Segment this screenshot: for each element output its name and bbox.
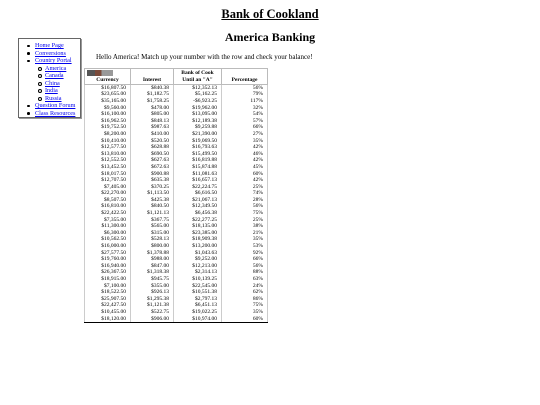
- cell-currency: $16,000.00: [85, 243, 131, 250]
- cell-currency: $16,940.00: [85, 263, 131, 270]
- table-row: [85, 309, 268, 316]
- cell-percentage: 88%: [222, 269, 268, 276]
- nav-item-country-portal: [19, 57, 80, 102]
- cell-interest: $635.38: [131, 177, 174, 184]
- cell-until-a: $10,974.00: [174, 316, 222, 323]
- cell-percentage: 28%: [222, 197, 268, 204]
- cell-until-a: $1,043.63: [174, 250, 222, 257]
- cell-until-a: $13,200.00: [174, 243, 222, 250]
- cell-percentage: 92%: [222, 250, 268, 257]
- cell-currency: $18,522.50: [85, 289, 131, 296]
- table-row: [85, 144, 268, 151]
- cell-interest: $840.50: [131, 203, 174, 210]
- cell-currency: $22,422.50: [85, 210, 131, 217]
- cell-interest: $1,318.38: [131, 269, 174, 276]
- cell-percentage: 27%: [222, 131, 268, 138]
- nav-link-india[interactable]: India: [45, 87, 58, 94]
- balance-table-container: [84, 68, 268, 323]
- cell-interest: $805.00: [131, 111, 174, 118]
- cell-until-a: $23,385.00: [174, 230, 222, 237]
- cell-interest: $900.88: [131, 171, 174, 178]
- cell-interest: $478.00: [131, 105, 174, 112]
- table-row: [85, 289, 268, 296]
- nav-item-conversions: [19, 50, 80, 58]
- cell-currency: $19,752.50: [85, 124, 131, 131]
- header-blank-interest: [131, 69, 174, 78]
- cell-currency: $10,562.50: [85, 236, 131, 243]
- cell-interest: $847.00: [131, 263, 174, 270]
- nav-link-class-resources[interactable]: Class Resources: [35, 109, 76, 117]
- cell-percentage: 25%: [222, 184, 268, 191]
- nav-link-question-forum[interactable]: Question Forum: [35, 102, 76, 109]
- cell-currency: $10,455.00: [85, 309, 131, 316]
- cell-interest: $565.00: [131, 223, 174, 230]
- cell-percentage: 24%: [222, 283, 268, 290]
- cell-percentage: 42%: [222, 144, 268, 151]
- cell-percentage: 53%: [222, 243, 268, 250]
- cell-until-a: $2,314.13: [174, 269, 222, 276]
- page-title: Bank of Cookland: [221, 7, 319, 21]
- cell-percentage: 56%: [222, 84, 268, 91]
- column-header-interest: Interest: [131, 77, 174, 84]
- cell-until-a: $16,657.13: [174, 177, 222, 184]
- cell-percentage: 45%: [222, 164, 268, 171]
- cell-until-a: $12,213.00: [174, 263, 222, 270]
- cell-percentage: 79%: [222, 91, 268, 98]
- cell-interest: $672.63: [131, 164, 174, 171]
- table-row: [85, 91, 268, 98]
- cell-interest: $1,182.75: [131, 91, 174, 98]
- cell-until-a: $15,499.50: [174, 151, 222, 158]
- cell-currency: $10,410.00: [85, 138, 131, 145]
- cell-interest: $410.00: [131, 131, 174, 138]
- cell-percentage: 56%: [222, 263, 268, 270]
- cell-currency: $19,760.00: [85, 256, 131, 263]
- cell-percentage: 21%: [222, 230, 268, 237]
- cell-until-a: $13,095.00: [174, 111, 222, 118]
- cell-currency: $8,200.00: [85, 131, 131, 138]
- cell-currency: $18,017.50: [85, 171, 131, 178]
- cell-percentage: 75%: [222, 210, 268, 217]
- column-header-currency: Currency: [85, 77, 131, 84]
- cell-interest: $628.88: [131, 144, 174, 151]
- cell-currency: $18,915.00: [85, 276, 131, 283]
- cell-percentage: 42%: [222, 177, 268, 184]
- cell-percentage: 117%: [222, 98, 268, 105]
- cell-percentage: 46%: [222, 151, 268, 158]
- cell-percentage: 38%: [222, 223, 268, 230]
- nav-item-home: [19, 42, 80, 50]
- cell-interest: $528.13: [131, 236, 174, 243]
- cell-currency: $22,427.50: [85, 302, 131, 309]
- cell-currency: $9,560.00: [85, 105, 131, 112]
- column-header-percentage: Percentage: [222, 77, 268, 84]
- greeting-text: Hello America! Match up your number with the row and check your balance!: [96, 53, 313, 61]
- cell-until-a: $22,277.25: [174, 217, 222, 224]
- nav-link-russia[interactable]: Russia: [45, 94, 62, 102]
- cell-interest: $520.50: [131, 138, 174, 145]
- nav-item-question-forum: [19, 102, 80, 110]
- cell-interest: $848.13: [131, 118, 174, 125]
- cell-until-a: $12,349.50: [174, 203, 222, 210]
- cell-currency: $23,655.00: [85, 91, 131, 98]
- cell-until-a: -$6,923.25: [174, 98, 222, 105]
- balance-table: [84, 68, 268, 323]
- cell-percentage: 66%: [222, 124, 268, 131]
- nav-subitem-america: [35, 65, 80, 73]
- nav-subitem-canada: [35, 72, 80, 80]
- cell-interest: $367.75: [131, 217, 174, 224]
- table-row: [85, 177, 268, 184]
- cell-currency: $16,810.00: [85, 203, 131, 210]
- cell-percentage: 66%: [222, 256, 268, 263]
- cell-currency: $7,355.00: [85, 217, 131, 224]
- cell-percentage: 54%: [222, 111, 268, 118]
- cell-until-a: $9,259.88: [174, 124, 222, 131]
- cell-interest: $425.38: [131, 197, 174, 204]
- cell-until-a: $22,224.75: [174, 184, 222, 191]
- table-row: [85, 111, 268, 118]
- cell-currency: $11,300.00: [85, 223, 131, 230]
- cell-until-a: $19,022.25: [174, 309, 222, 316]
- cell-currency: $7,405.00: [85, 184, 131, 191]
- table-row: [85, 131, 268, 138]
- cell-interest: $1,295.38: [131, 296, 174, 303]
- cell-currency: $7,100.00: [85, 283, 131, 290]
- nav-link-canada[interactable]: Canada: [45, 72, 64, 79]
- cell-until-a: $18,135.00: [174, 223, 222, 230]
- cell-until-a: $16,793.63: [174, 144, 222, 151]
- cell-until-a: $6,451.13: [174, 302, 222, 309]
- nav-subitem-india: [35, 87, 80, 95]
- nav-link-country-portal[interactable]: Country Portal: [35, 57, 72, 64]
- cell-interest: $926.13: [131, 289, 174, 296]
- cell-until-a: $12,189.38: [174, 118, 222, 125]
- cell-interest: $370.25: [131, 184, 174, 191]
- cell-currency: $12,577.50: [85, 144, 131, 151]
- header-bank-of-cook: Bank of Cook: [174, 69, 222, 78]
- table-row: [85, 256, 268, 263]
- cell-interest: $627.63: [131, 157, 174, 164]
- cell-percentage: 35%: [222, 309, 268, 316]
- table-header-row-top: [85, 69, 268, 78]
- header-blank-percentage: [222, 69, 268, 78]
- cell-until-a: $19,962.00: [174, 105, 222, 112]
- table-row: [85, 276, 268, 283]
- cell-until-a: $19,069.50: [174, 138, 222, 145]
- cell-until-a: $12,352.13: [174, 84, 222, 91]
- cell-interest: $1,113.50: [131, 190, 174, 197]
- cell-percentage: 35%: [222, 138, 268, 145]
- cell-interest: $1,378.88: [131, 250, 174, 257]
- cell-percentage: 57%: [222, 118, 268, 125]
- table-body: [85, 84, 268, 322]
- cell-percentage: 42%: [222, 157, 268, 164]
- cell-until-a: $22,545.00: [174, 283, 222, 290]
- cell-currency: $16,100.00: [85, 111, 131, 118]
- cell-currency: $16,962.50: [85, 118, 131, 125]
- cell-percentage: 25%: [222, 217, 268, 224]
- cell-until-a: $10,139.25: [174, 276, 222, 283]
- cell-percentage: 86%: [222, 296, 268, 303]
- nav-subitem-china: [35, 80, 80, 88]
- cell-interest: $840.38: [131, 84, 174, 91]
- page-subtitle: America Banking: [224, 30, 316, 44]
- table-row: [85, 157, 268, 164]
- site-nav: [18, 38, 81, 118]
- cell-currency: $12,707.50: [85, 177, 131, 184]
- table-row: [85, 223, 268, 230]
- cell-currency: $22,270.00: [85, 190, 131, 197]
- cell-percentage: 75%: [222, 302, 268, 309]
- cell-until-a: $5,162.25: [174, 91, 222, 98]
- cell-currency: $27,577.50: [85, 250, 131, 257]
- cell-interest: $906.00: [131, 316, 174, 323]
- table-header-row: [85, 77, 268, 84]
- cell-percentage: 60%: [222, 316, 268, 323]
- cell-currency: $35,165.00: [85, 98, 131, 105]
- nav-link-america[interactable]: America: [45, 64, 67, 72]
- cell-until-a: $2,797.13: [174, 296, 222, 303]
- cell-interest: $1,121.13: [131, 210, 174, 217]
- cell-until-a: $16,819.88: [174, 157, 222, 164]
- cell-interest: $1,758.25: [131, 98, 174, 105]
- cell-interest: $315.00: [131, 230, 174, 237]
- cell-percentage: 56%: [222, 203, 268, 210]
- cell-currency: $6,300.00: [85, 230, 131, 237]
- cell-interest: $987.63: [131, 124, 174, 131]
- header-flag-cell: [85, 69, 131, 78]
- cell-percentage: 60%: [222, 171, 268, 178]
- table-row: [85, 164, 268, 171]
- cell-until-a: $6,456.38: [174, 210, 222, 217]
- table-row: [85, 124, 268, 131]
- nav-link-china[interactable]: China: [45, 79, 60, 87]
- cell-interest: $988.00: [131, 256, 174, 263]
- cell-until-a: $18,909.38: [174, 236, 222, 243]
- cell-interest: $1,121.38: [131, 302, 174, 309]
- cell-percentage: 62%: [222, 289, 268, 296]
- nav-item-class-resources: [19, 110, 80, 118]
- cell-interest: $800.00: [131, 243, 174, 250]
- cell-until-a: $11,081.63: [174, 171, 222, 178]
- table-row: [85, 210, 268, 217]
- nav-link-conversions[interactable]: Conversions: [35, 49, 66, 57]
- cell-currency: $18,120.00: [85, 316, 131, 323]
- cell-currency: $12,552.50: [85, 157, 131, 164]
- cell-percentage: 63%: [222, 276, 268, 283]
- table-row: [85, 98, 268, 105]
- american-flag-icon: [87, 70, 113, 76]
- table-row: [85, 190, 268, 197]
- table-row: [85, 302, 268, 309]
- cell-currency: $13,452.50: [85, 164, 131, 171]
- cell-currency: $26,367.50: [85, 269, 131, 276]
- cell-interest: $690.50: [131, 151, 174, 158]
- cell-percentage: 32%: [222, 105, 268, 112]
- cell-currency: $16,807.50: [85, 84, 131, 91]
- cell-percentage: 74%: [222, 190, 268, 197]
- nav-subitem-russia: [35, 95, 80, 103]
- nav-link-home-page[interactable]: Home Page: [35, 42, 64, 49]
- cell-interest: $355.00: [131, 283, 174, 290]
- cell-currency: $25,907.50: [85, 296, 131, 303]
- cell-interest: $945.75: [131, 276, 174, 283]
- cell-percentage: 35%: [222, 236, 268, 243]
- cell-interest: $522.75: [131, 309, 174, 316]
- cell-until-a: $15,874.88: [174, 164, 222, 171]
- cell-until-a: $9,252.00: [174, 256, 222, 263]
- cell-until-a: $10,551.38: [174, 289, 222, 296]
- table-row: [85, 243, 268, 250]
- cell-currency: $13,810.00: [85, 151, 131, 158]
- table-row: [85, 316, 268, 323]
- column-header-until-a: Until an "A": [174, 77, 222, 84]
- cell-currency: $8,507.50: [85, 197, 131, 204]
- cell-until-a: $21,390.00: [174, 131, 222, 138]
- cell-until-a: $21,067.13: [174, 197, 222, 204]
- cell-until-a: $6,616.50: [174, 190, 222, 197]
